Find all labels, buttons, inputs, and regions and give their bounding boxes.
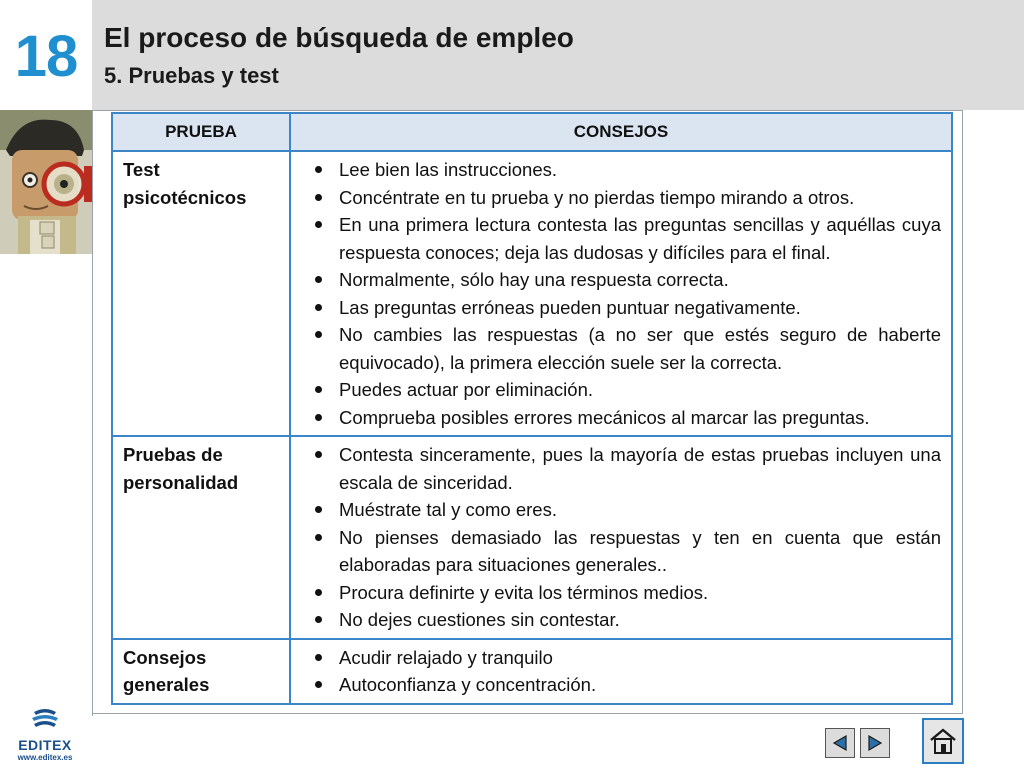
bullet-icon: [315, 451, 322, 458]
list-item: [301, 294, 941, 322]
bullet-icon: [315, 304, 322, 311]
list-item: [301, 441, 941, 496]
table-row: [112, 436, 952, 639]
table-header-row: [112, 113, 952, 151]
list-item: [301, 606, 941, 634]
editex-logo: [14, 708, 76, 762]
bullet-icon: [315, 506, 322, 513]
list-item: [301, 266, 941, 294]
house-icon: [927, 725, 959, 757]
magnifier-person-illustration: [0, 110, 92, 254]
bullet-icon: [315, 386, 322, 393]
tip-text: Normalmente, sólo hay una respuesta correcta.: [339, 269, 729, 290]
tip-text: Muéstrate tal y como eres.: [339, 499, 557, 520]
row-name-consejos-generales: Consejos generales: [112, 639, 290, 704]
bullet-icon: [315, 276, 322, 283]
page-title: El proceso de búsqueda de empleo: [104, 22, 574, 53]
column-header-consejos: CONSEJOS: [290, 113, 952, 151]
tip-text: Lee bien las instrucciones.: [339, 159, 558, 180]
tip-text: En una primera lectura contesta las preguntas sencillas y aquéllas cuya respuesta conoces; deja las dudosas y difíciles para el final.: [339, 214, 941, 263]
list-item: [301, 404, 941, 432]
tip-text: No pienses demasiado las respuestas y ten en cuenta que están elaboradas para situaciones generales..: [339, 526, 941, 575]
list-item: [301, 321, 941, 376]
tip-text: Comprueba posibles errores mecánicos al marcar las preguntas.: [339, 406, 870, 428]
list-item: [301, 579, 941, 607]
bullet-icon: [315, 616, 322, 623]
tips-list: [301, 156, 941, 431]
logo-name: EDITEX: [18, 737, 72, 753]
list-item: [301, 376, 941, 404]
table-row: [112, 639, 952, 704]
list-item: [301, 496, 941, 524]
bullet-icon: [315, 589, 322, 596]
page-subtitle: 5. Pruebas y test: [104, 63, 279, 88]
logo-url: www.editex.es: [17, 753, 73, 762]
tip-text: Concéntrate en tu prueba y no pierdas tiempo mirando a otros.: [339, 186, 855, 208]
tip-text: Autoconfianza y concentración.: [339, 674, 597, 695]
bullet-icon: [315, 414, 322, 421]
bullet-icon: [315, 654, 322, 661]
tip-text: Las preguntas erróneas pueden puntuar negativamente.: [339, 296, 801, 318]
row-name-pruebas-de-personalidad: Pruebas de personalidad: [112, 436, 290, 639]
bullet-icon: [315, 221, 322, 228]
column-header-prueba: PRUEBA: [112, 113, 290, 151]
list-item: [301, 524, 941, 579]
home-button[interactable]: [922, 718, 964, 764]
tip-text: Acudir relajado y tranquilo: [339, 646, 553, 668]
row-name-test-psicotecnicos: Test psicotécnicos: [112, 151, 290, 436]
bullet-icon: [315, 681, 322, 688]
tips-table: [111, 112, 953, 705]
magnifier-person-icon: [0, 110, 92, 254]
bullet-icon: [315, 331, 322, 338]
list-item: [301, 156, 941, 184]
triangle-left-icon: [831, 734, 849, 752]
tips-list: [301, 644, 941, 699]
list-item: [301, 184, 941, 212]
next-slide-button[interactable]: [860, 728, 890, 758]
tips-list: [301, 441, 941, 634]
chapter-number: 18: [14, 24, 78, 89]
row-advice: [290, 151, 952, 436]
list-item: [301, 644, 941, 672]
bullet-icon: [315, 534, 322, 541]
tip-text: Puedes actuar por eliminación.: [339, 379, 594, 400]
row-advice: [290, 639, 952, 704]
tip-text: No dejes cuestiones sin contestar.: [339, 609, 620, 630]
editex-logo-icon: [28, 708, 62, 730]
tip-text: No cambies las respuestas (a no ser que estés seguro de haberte equivocado), la primera elección suele ser la correcta.: [339, 324, 941, 373]
list-item: [301, 211, 941, 266]
previous-slide-button[interactable]: [825, 728, 855, 758]
bullet-icon: [315, 166, 322, 173]
bullet-icon: [315, 194, 322, 201]
triangle-right-icon: [866, 734, 884, 752]
tip-text: Procura definirte y evita los términos medios.: [339, 581, 709, 603]
table-row: [112, 151, 952, 436]
list-item: [301, 671, 941, 699]
row-advice: [290, 436, 952, 639]
tip-text: Contesta sinceramente, pues la mayoría de estas pruebas incluyen una escala de sinceridad.: [339, 444, 941, 493]
